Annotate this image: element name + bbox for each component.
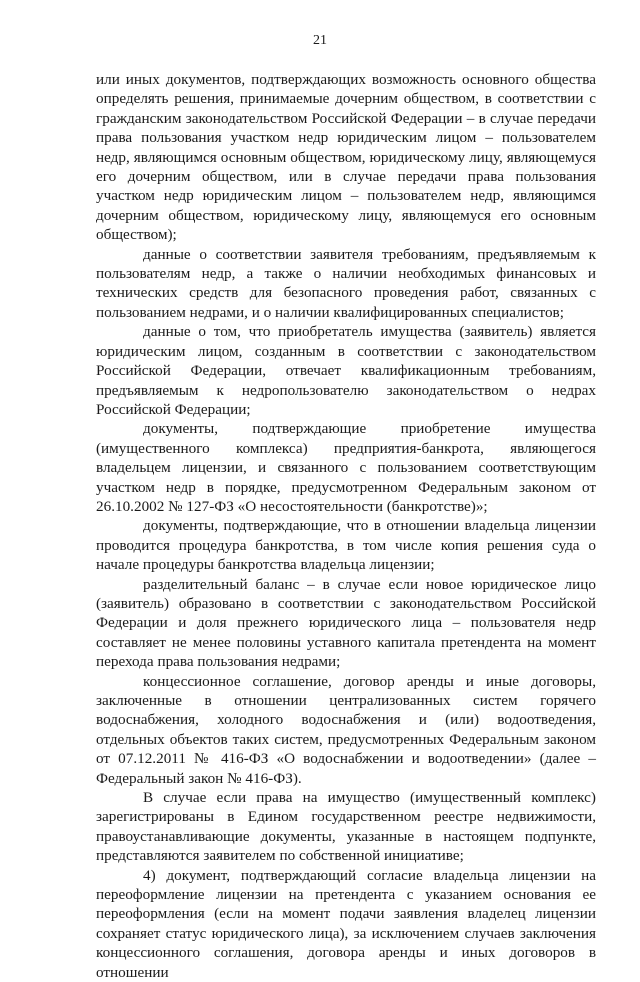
paragraph-8: В случае если права на имущество (имущественный комплекс) зарегистрированы в Едином государственном реестре недвижимости, правоустанавливающие документы, указанные в настоящем подпункте, представляются заявителем по собственной инициативе; — [96, 789, 596, 865]
paragraph-9: 4) документ, подтверждающий согласие владельца лицензии на переоформление лицензии на претендента с указанием основания ее переоформления (если на момент подачи заявления владелец лицензии сохраняет статус юридического лица), за исключением случаев заключения концессионного соглашения, договора аренды и иных договоров в отношении — [96, 866, 596, 981]
paragraph-2: данные о соответствии заявителя требованиям, предъявляемым к пользователям недр, а также о наличии необходимых финансовых и технических средств для безопасного проведения работ, связанных с пользованием недрами, и о наличии квалифицированных специалистов; — [96, 245, 596, 321]
paragraph-5: документы, подтверждающие, что в отношении владельца лицензии проводится процедура банкротства, в том числе копия решения суда о начале процедуры банкротства владельца лицензии; — [96, 517, 596, 574]
paragraph-3: данные о том, что приобретатель имущества (заявитель) является юридическим лицом, созданным в соответствии с законодательством Российской Федерации, отвечает квалификационным требованиям, предъявляемым к недропользователю законодательством о недрах Российской Федерации; — [96, 323, 596, 418]
page-number: 21 — [313, 33, 327, 48]
document-body — [96, 70, 596, 982]
paragraph-6: разделительный баланс – в случае если новое юридическое лицо (заявитель) образовано в соответствии с законодательством Российской Федерации и доля прежнего юридического лица – пользователя недр составляет не менее половины уставного капитала претендента на момент перехода права пользования недрами; — [96, 575, 596, 671]
paragraph-4: документы, подтверждающие приобретение имущества (имущественного комплекса) предприятия-банкрота, являющегося владельцем лицензии, и связанного с пользованием соответствующим участком недр в порядке, предусмотренном Федеральным законом от 26.10.2002 № 127-ФЗ «О несостоятельности (банкротстве)»; — [96, 420, 596, 515]
paragraph-7: концессионное соглашение, договор аренды и иные договоры, заключенные в отношении централизованных систем горячего водоснабжения, холодного водоснабжения и (или) водоотведения, отдельных объектов таких систем, предусмотренных Федеральным законом от 07.12.2011 № 416-ФЗ «О водоснабжении и водоотведении» (далее – Федеральный закон № 416-ФЗ). — [96, 672, 596, 787]
paragraph-1: или иных документов, подтверждающих возможность основного общества определять решения, принимаемые дочерним обществом, в соответствии с гражданским законодательством Российской Федерации – в случае передачи права пользования участком недр юридическим лицом – пользователем недр, являющимся основным обществом, юридическому лицу, являющемуся его дочерним обществом, или в случае передачи права пользования участком недр юридическим лицом – пользователем недр, являющимся дочерним обществом, юридическому лицу, являющемуся его основным обществом); — [96, 71, 596, 244]
